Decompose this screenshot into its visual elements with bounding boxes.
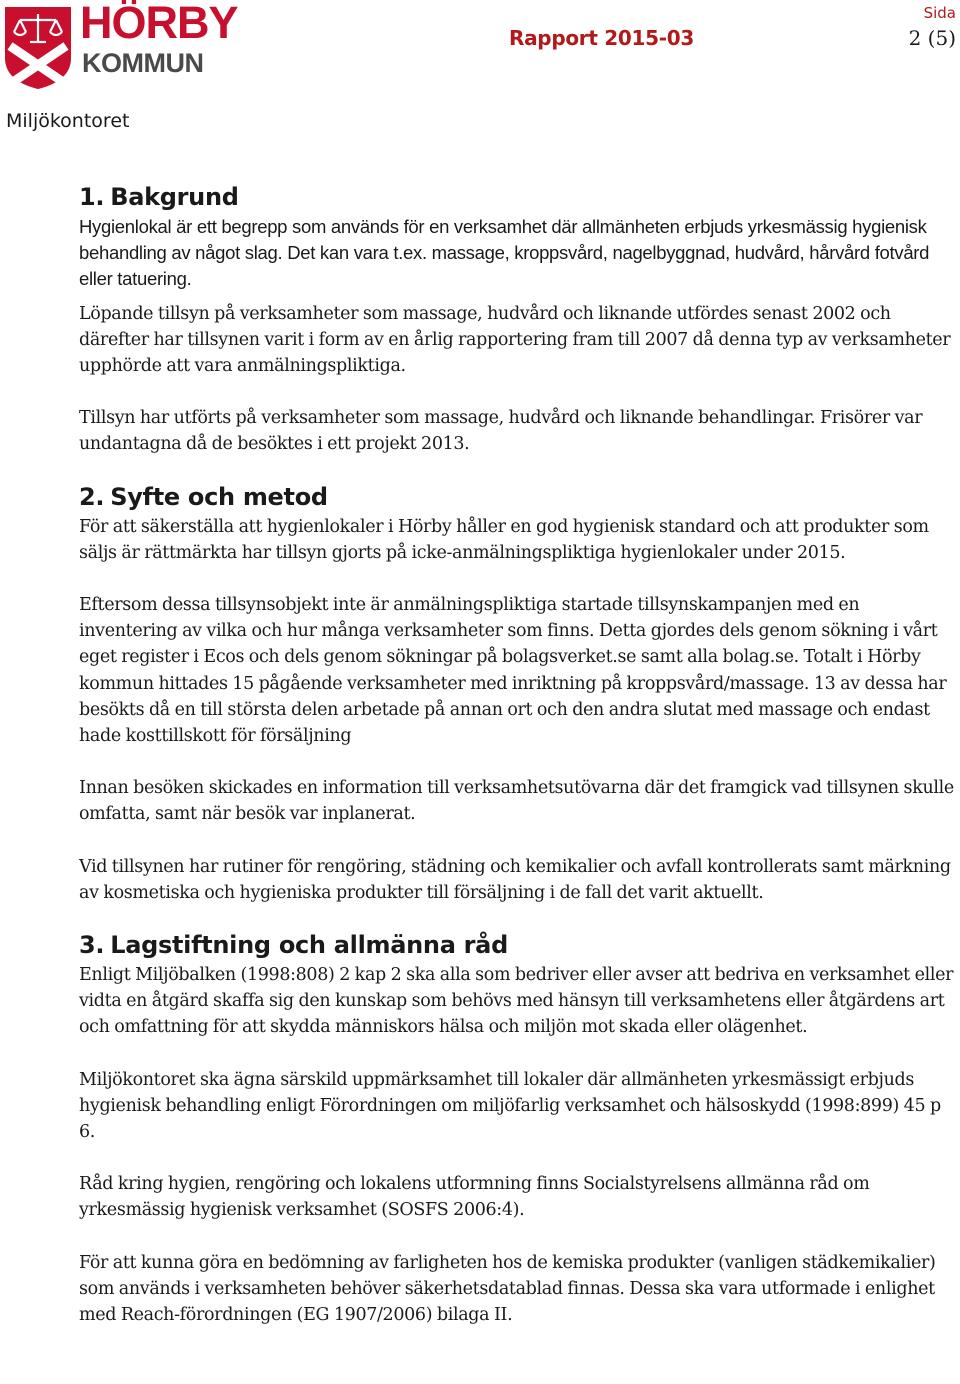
section-bakgrund [79, 180, 959, 458]
paragraph: Vid tillsynen har rutiner för rengöring, städning och kemikalier och avfall kontrollerats samt märkning av kosmetiska och hygieniska produkter till försäljning i de fall det varit aktuellt. [79, 856, 951, 903]
paragraph: Råd kring hygien, rengöring och lokalens utformning finns Socialstyrelsens allmänna råd om yrkesmässig hygienisk verksamhet (SOSFS 2006:4). [79, 1174, 870, 1221]
document-body [79, 180, 959, 1354]
report-title: Rapport 2015-03 [509, 26, 694, 50]
coat-of-arms-icon [4, 6, 72, 90]
paragraph: Innan besöken skickades en information till verksamhetsutövarna där det framgick vad tillsynen skulle omfatta, samt när besök var inplanerat. [79, 778, 954, 825]
section-heading: 1. Bakgrund [79, 183, 239, 211]
horby-kommun-logo [4, 0, 238, 92]
paragraph: För att säkerställa att hygienlokaler i Hörby håller en god hygienisk standard och att produkter som säljs är rättmärkta har tillsyn gjorts på icke-anmälningspliktiga hygienlokaler under 2015. [79, 516, 929, 563]
logo-text-horby: HÖRBY [80, 0, 238, 48]
paragraph: Enligt Miljöbalken (1998:808) 2 kap 2 ska alla som bedriver eller avser att bedriva en verksamhet eller vidta en åtgärd skaffa sig den kunskap som behövs med hänsyn till verksamhetens eller åtgärdens art och omfattning för att skydda människors hälsa och miljön mot skada eller olägenhet. [79, 965, 954, 1038]
section-lagstiftning [79, 928, 959, 1328]
section-heading: 3. Lagstiftning och allmänna råd [79, 931, 508, 960]
section-syfte-och-metod [79, 480, 959, 906]
paragraph: För att kunna göra en bedömning av farligheten hos de kemiska produkter (vanligen städkemikalier) som används i verksamheten behöver säkerhetsdatablad finnas. Dessa ska vara utformade i enlighet med Reach-förordningen (EG 1907/2006) bilaga II. [79, 1252, 936, 1326]
department-name: Miljökontoret [6, 110, 130, 132]
section-heading: 2. Syfte och metod [79, 482, 328, 511]
paragraph: Hygienlokal är ett begrepp som används för en verksamhet där allmänheten erbjuds yrkesmässig hygienisk behandling av något slag. Det kan vara t.ex. massage, kroppsvård, nagelbyggnad, hudvård, hårvård fotvård eller tatuering. [79, 216, 930, 290]
paragraph: Löpande tillsyn på verksamheter som massage, hudvård och liknande utfördes senast 2002 och därefter har tillsynen varit i form av en årlig rapportering fram till 2007 då denna typ av verksamheter upphörde att vara anmälningspliktiga. [79, 303, 951, 377]
page-number: 2 (5) [908, 26, 956, 50]
paragraph: Eftersom dessa tillsynsobjekt inte är anmälningspliktiga startade tillsynskampanjen med en inventering av vilka och hur många verksamheter som finns. Detta gjordes dels genom sökning i vårt eget register i Ecos och dels genom sökningar på bolagsverket.se samt alla bolag.se. Totalt i Hörby kommun hittades 15 pågående verksamheter med inriktning på kroppsvård/massage. 13 av dessa har besökts då en till största delen arbetade på annan ort och den andra slutat med massage och endast hade kosttillskott för försäljning [79, 595, 947, 747]
paragraph: Miljökontoret ska ägna särskild uppmärksamhet till lokaler där allmänheten yrkesmässigt erbjuds hygienisk behandling enligt Förordningen om miljöfarlig verksamhet och hälsoskydd (1998:899) 45 p 6. [79, 1069, 941, 1143]
paragraph: Tillsyn har utförts på verksamheter som massage, hudvård och liknande behandlingar. Frisörer var undantagna då de besöktes i ett projekt 2013. [79, 408, 923, 455]
page-label: Sida [923, 4, 956, 22]
logo-text-kommun: KOMMUN [82, 48, 204, 78]
